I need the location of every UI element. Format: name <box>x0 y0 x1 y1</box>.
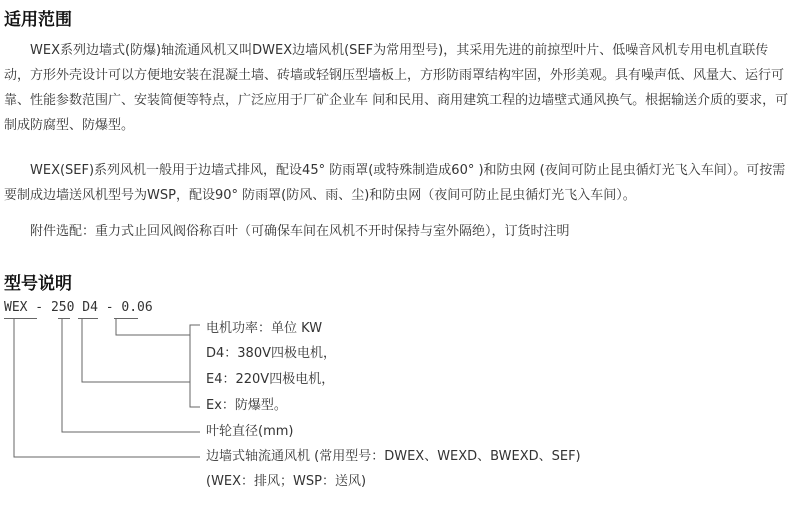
leader-impeller <box>62 319 200 432</box>
desc-ex: Ex：防爆型。 <box>206 398 287 413</box>
leader-power <box>116 319 200 335</box>
section-title-scope: 适用范围 <box>4 10 72 30</box>
scope-paragraph-3: 附件选配：重力式止回风阀俗称百叶（可确保车间在风机不开时保持与室外隔绝），订货时注明 <box>30 224 570 239</box>
desc-motor-power: 电机功率：单位 KW <box>206 321 323 336</box>
desc-d4: D4：380V四极电机， <box>206 346 336 361</box>
desc-e4: E4：220V四极电机， <box>206 372 335 387</box>
section-title-model: 型号说明 <box>4 274 72 294</box>
desc-exhaust-supply: (WEX：排风；WSP：送风) <box>206 474 367 489</box>
desc-fan-type: 边墙式轴流通风机 (常用型号：DWEX、WEXD、BWEXD、SEF) <box>206 449 581 464</box>
scope-paragraph-2: WEX(SEF)系列风机一般用于边墙式排风，配设45° 防雨罩(或特殊制造成60° )和防虫网 (夜间可防止昆虫循灯光飞入车间）。可按需要制成边墙送风机型号为WSP，配设90° 防雨罩(防风、雨、尘)和防虫网（夜间可防止昆虫循灯光飞入车间）。 <box>4 163 786 203</box>
scope-paragraph-1: WEX系列边墙式(防爆)轴流通风机又叫DWEX边墙风机(SEF为常用型号)，其采用先进的前掠型叶片、低噪音风机专用电机直联传动，方形外壳设计可以方便地安装在混凝土墙、砖墙或轻钢压型墙板上，方形防雨罩结构牢固，外形美观。具有噪声低、风量大、运行可靠、性能参数范围广、安装简便等特点，广泛应用于厂矿企业车 间和民用、商用建筑工程的边墙壁式通风换气。根据输送介质的要求，可制成防腐型、防爆型。 <box>4 43 789 133</box>
model-code: WEX - 250 D4 - 0.06 <box>4 300 153 315</box>
desc-impeller-diameter: 叶轮直径(mm) <box>206 424 294 439</box>
leader-series <box>14 319 200 457</box>
leader-motor-type <box>82 319 200 407</box>
